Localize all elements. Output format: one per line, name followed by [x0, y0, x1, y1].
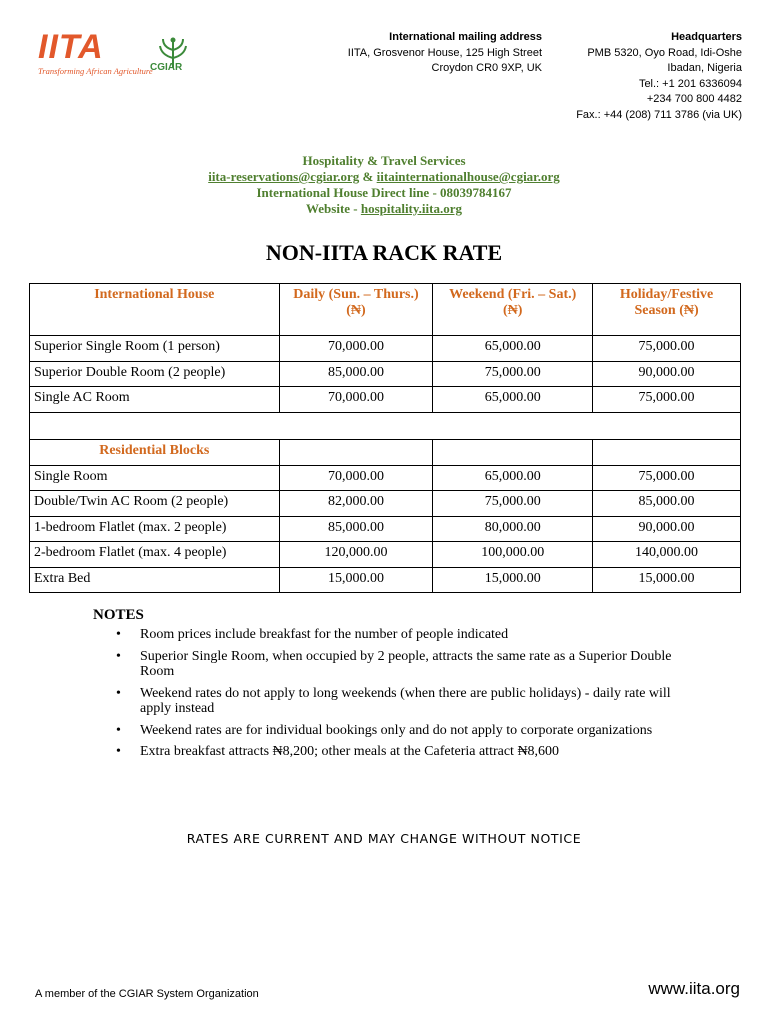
headquarters-heading: Headquarters [671, 31, 742, 43]
holiday-rate: 90,000.00 [593, 516, 741, 542]
column-header-holiday-label: Season ( [634, 303, 684, 318]
mailing-address-line: IITA, Grosvenor House, 125 High Street [347, 46, 542, 59]
daily-rate: 70,000.00 [279, 336, 433, 362]
direct-line: International House Direct line - 08039784167 [256, 185, 512, 200]
section-header-international-house: International House [30, 284, 280, 336]
weekend-rate: 65,000.00 [433, 465, 593, 491]
weekend-rate: 75,000.00 [433, 361, 593, 387]
room-name: Single Room [30, 465, 280, 491]
weekend-rate: 65,000.00 [433, 336, 593, 362]
holiday-rate: 140,000.00 [593, 542, 741, 568]
table-row [30, 361, 741, 387]
column-header-daily-label: Daily (Sun. – Thurs.) [293, 287, 419, 302]
iita-tagline: Transforming African Agriculture [38, 66, 153, 76]
table-row [30, 542, 741, 568]
notes-list [116, 627, 676, 766]
daily-rate: 120,000.00 [279, 542, 433, 568]
headquarters-address [576, 30, 742, 123]
table-header-row [30, 284, 741, 336]
table-row [30, 336, 741, 362]
weekend-rate: 100,000.00 [433, 542, 593, 568]
footer-website-link[interactable]: www.iita.org [648, 979, 740, 998]
daily-rate: 85,000.00 [279, 516, 433, 542]
column-header-holiday-label: Holiday/Festive [619, 287, 714, 302]
daily-rate: 70,000.00 [279, 387, 433, 413]
holiday-rate: 15,000.00 [593, 567, 741, 593]
table-spacer-cell [30, 412, 741, 439]
list-item: • Weekend rates do not apply to long weekends (when there are public holidays) - daily rate will apply instead [116, 686, 676, 717]
daily-rate: 15,000.00 [279, 567, 433, 593]
holiday-rate: 75,000.00 [593, 465, 741, 491]
email-separator: & [359, 169, 377, 184]
notes-heading: NOTES [93, 607, 144, 623]
mailing-address [348, 30, 542, 77]
headquarters-line: PMB 5320, Oyo Road, Idi-Oshe [587, 46, 742, 59]
column-header-weekend: Weekend (Fri. – Sat.) (₦) [433, 284, 593, 336]
room-name: Superior Single Room (1 person) [30, 336, 280, 362]
empty-cell [433, 439, 593, 465]
holiday-rate: 75,000.00 [593, 336, 741, 362]
table-subheader-row [30, 439, 741, 465]
table-row [30, 516, 741, 542]
weekend-rate: 80,000.00 [433, 516, 593, 542]
daily-rate: 82,000.00 [279, 491, 433, 517]
hospitality-title: Hospitality & Travel Services [302, 153, 466, 168]
website-label: Website - [305, 201, 361, 216]
headquarters-line: Tel.: +1 201 6336094 [638, 77, 742, 90]
currency-symbol: ₦ [683, 303, 694, 318]
column-header-holiday: Holiday/Festive Season (₦) [593, 284, 741, 336]
list-item: • Superior Single Room, when occupied by 2 people, attracts the same rate as a Superior Double Room [116, 649, 676, 680]
empty-cell [593, 439, 741, 465]
room-name: Superior Double Room (2 people) [30, 361, 280, 387]
column-header-weekend-label: Weekend (Fri. – Sat.) [449, 287, 577, 302]
iita-logo-wordmark: IITA [38, 28, 104, 66]
daily-rate: 70,000.00 [279, 465, 433, 491]
table-row [30, 465, 741, 491]
column-header-daily: Daily (Sun. – Thurs.) (₦) [279, 284, 433, 336]
section-header-residential-blocks: Residential Blocks [30, 439, 280, 465]
weekend-rate: 65,000.00 [433, 387, 593, 413]
list-item: • Room prices include breakfast for the number of people indicated [116, 627, 676, 643]
headquarters-line: Ibadan, Nigeria [667, 62, 742, 74]
table-row [30, 387, 741, 413]
international-house-email-link[interactable]: iitainternationalhouse@cgiar.org [376, 169, 560, 184]
rate-table [29, 283, 741, 593]
headquarters-line: +234 700 800 4482 [646, 93, 742, 105]
table-row [30, 491, 741, 517]
weekend-rate: 75,000.00 [433, 491, 593, 517]
room-name: 2-bedroom Flatlet (max. 4 people) [30, 542, 280, 568]
currency-symbol: ₦ [350, 303, 362, 318]
cgiar-logo-text: CGIAR [150, 62, 183, 73]
holiday-rate: 75,000.00 [593, 387, 741, 413]
empty-cell [279, 439, 433, 465]
list-item: • Weekend rates are for individual bookings only and do not apply to corporate organizations [116, 723, 676, 739]
room-name: Extra Bed [30, 567, 280, 593]
table-row [30, 567, 741, 593]
daily-rate: 85,000.00 [279, 361, 433, 387]
currency-symbol: ₦ [507, 303, 518, 318]
weekend-rate: 15,000.00 [433, 567, 593, 593]
mailing-address-heading: International mailing address [389, 31, 542, 43]
table-spacer-row [30, 412, 741, 439]
holiday-rate: 85,000.00 [593, 491, 741, 517]
room-name: Double/Twin AC Room (2 people) [30, 491, 280, 517]
holiday-rate: 90,000.00 [593, 361, 741, 387]
headquarters-line: Fax.: +44 (208) 711 3786 (via UK) [576, 108, 742, 121]
page-title: NON-IITA RACK RATE [265, 240, 503, 265]
footer-member-text: A member of the CGIAR System Organization [35, 988, 259, 1000]
mailing-address-line: Croydon CR0 9XP, UK [431, 62, 542, 74]
list-item: • Extra breakfast attracts ₦8,200; other meals at the Cafeteria attract ₦8,600 [116, 744, 676, 760]
website-link[interactable]: hospitality.iita.org [360, 201, 462, 216]
room-name: Single AC Room [30, 387, 280, 413]
reservations-email-link[interactable]: iita-reservations@cgiar.org [208, 169, 360, 184]
rates-disclaimer: RATES ARE CURRENT AND MAY CHANGE WITHOUT NOTICE [186, 831, 582, 846]
hospitality-contact [0, 153, 768, 217]
room-name: 1-bedroom Flatlet (max. 2 people) [30, 516, 280, 542]
